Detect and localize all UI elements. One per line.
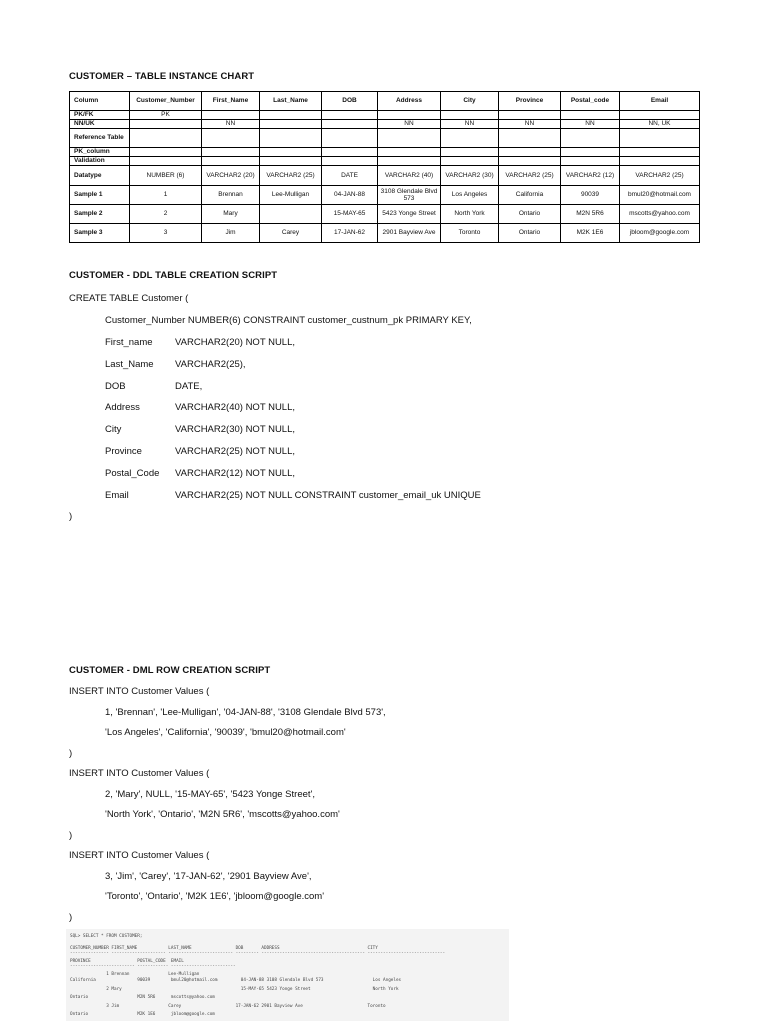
ddl-column-type: VARCHAR2(25) NOT NULL, xyxy=(175,446,296,457)
dml-values-line-1: 3, 'Jim', 'Carey', '17-JAN-62', '2901 Bayview Ave', xyxy=(105,870,312,882)
table-cell xyxy=(378,129,441,148)
table-cell xyxy=(561,111,620,120)
table-cell: mscotts@yahoo.com xyxy=(620,205,700,224)
ddl-column-type: VARCHAR2(25) NOT NULL CONSTRAINT customer_email_uk UNIQUE xyxy=(175,489,481,501)
table-cell xyxy=(322,148,378,157)
table-cell: Ontario xyxy=(499,224,561,243)
table-cell: VARCHAR2 (25) xyxy=(499,166,561,186)
table-cell: Jim xyxy=(202,224,260,243)
table-header-cell: Customer_Number xyxy=(130,92,202,111)
table-row xyxy=(70,224,700,243)
table-cell xyxy=(322,129,378,148)
ddl-column-name: Postal_Code xyxy=(105,467,160,479)
dml-insert-close: ) xyxy=(69,911,73,923)
table-row xyxy=(70,186,700,205)
ddl-column-name: Province xyxy=(105,446,142,457)
table-cell: Toronto xyxy=(441,224,499,243)
table-cell xyxy=(620,111,700,120)
table-cell xyxy=(260,157,322,166)
ddl-pk-line: Customer_Number NUMBER(6) CONSTRAINT customer_custnum_pk PRIMARY KEY, xyxy=(105,315,472,326)
table-cell xyxy=(441,148,499,157)
ddl-column-type: VARCHAR2(12) NOT NULL, xyxy=(175,467,296,479)
table-header-cell: Last_Name xyxy=(260,92,322,111)
ddl-column-name: First_name xyxy=(105,337,153,348)
table-header-cell: First_Name xyxy=(202,92,260,111)
table-cell xyxy=(202,111,260,120)
table-cell xyxy=(441,111,499,120)
table-cell xyxy=(561,157,620,166)
ddl-title: CUSTOMER - DDL TABLE CREATION SCRIPT xyxy=(69,270,278,281)
table-cell: DATE xyxy=(322,166,378,186)
table-row xyxy=(70,157,700,166)
table-cell xyxy=(130,120,202,129)
table-cell: North York xyxy=(441,205,499,224)
table-cell xyxy=(322,157,378,166)
table-cell: VARCHAR2 (20) xyxy=(202,166,260,186)
table-cell: NN, UK xyxy=(620,120,700,129)
table-cell xyxy=(378,148,441,157)
table-cell xyxy=(130,157,202,166)
dml-values-line-1: 2, 'Mary', NULL, '15-MAY-65', '5423 Yonge Street', xyxy=(105,788,315,800)
table-cell xyxy=(620,157,700,166)
table-cell xyxy=(499,148,561,157)
table-cell xyxy=(260,148,322,157)
table-cell: bmul20@hotmail.com xyxy=(620,186,700,205)
table-cell xyxy=(620,129,700,148)
sql-output-line: ------------------------- ------------ ------------------------- xyxy=(70,964,236,969)
table-cell: 5423 Yonge Street xyxy=(378,205,441,224)
dml-values-line-2: 'Los Angeles', 'California', '90039', 'bmul20@hotmail.com' xyxy=(105,727,346,738)
table-cell xyxy=(322,120,378,129)
ddl-column-type: VARCHAR2(25), xyxy=(175,358,246,370)
table-row-label: Sample 2 xyxy=(70,205,130,224)
table-cell: NN xyxy=(202,120,260,129)
table-cell xyxy=(202,157,260,166)
table-header-cell: Email xyxy=(620,92,700,111)
table-row-label: NN/UK xyxy=(70,120,130,129)
ddl-create-line: CREATE TABLE Customer ( xyxy=(69,293,189,304)
table-cell xyxy=(260,111,322,120)
table-row-label: PK_column xyxy=(70,148,130,157)
ddl-column-name: DOB xyxy=(105,380,126,392)
ddl-column-type: DATE, xyxy=(175,380,203,392)
table-cell xyxy=(441,157,499,166)
table-cell: Brennan xyxy=(202,186,260,205)
table-cell xyxy=(130,129,202,148)
sql-output-panel xyxy=(66,929,509,1021)
table-row xyxy=(70,120,700,129)
table-cell: jbloom@google.com xyxy=(620,224,700,243)
table-cell xyxy=(322,111,378,120)
table-cell: NN xyxy=(561,120,620,129)
table-cell: VARCHAR2 (40) xyxy=(378,166,441,186)
dml-values-line-2: 'North York', 'Ontario', 'M2N 5R6', 'mscotts@yahoo.com' xyxy=(105,809,340,820)
table-row-label: PK/FK xyxy=(70,111,130,120)
table-cell: Carey xyxy=(260,224,322,243)
table-cell: 04-JAN-88 xyxy=(322,186,378,205)
sql-output-line: CUSTOMER_NUMBER FIRST_NAME LAST_NAME DOB ADDRESS CITY xyxy=(70,946,378,951)
dml-insert-close: ) xyxy=(69,747,73,759)
table-cell xyxy=(561,129,620,148)
table-cell: PK xyxy=(130,111,202,120)
table-header-cell: Province xyxy=(499,92,561,111)
table-cell: VARCHAR2 (25) xyxy=(620,166,700,186)
sql-output-line: PROVINCE POSTAL_CODE EMAIL xyxy=(70,959,184,964)
table-header-row xyxy=(70,92,700,111)
table-cell: NUMBER (6) xyxy=(130,166,202,186)
table-cell: Ontario xyxy=(499,205,561,224)
table-cell: M2K 1E6 xyxy=(561,224,620,243)
ddl-column-name: Email xyxy=(105,489,129,501)
table-header-cell: City xyxy=(441,92,499,111)
sql-output-line: 3 Jim Carey 17-JAN-62 2901 Bayview Ave Toronto xyxy=(70,1004,386,1009)
table-cell: NN xyxy=(499,120,561,129)
table-row xyxy=(70,205,700,224)
table-cell: NN xyxy=(378,120,441,129)
sql-output-line: Ontario M2K 1E6 jbloom@google.com xyxy=(70,1012,215,1017)
ddl-column-name: Last_Name xyxy=(105,358,154,370)
table-cell: 90039 xyxy=(561,186,620,205)
table-cell xyxy=(378,157,441,166)
table-row xyxy=(70,148,700,157)
table-cell: 2901 Bayview Ave xyxy=(378,224,441,243)
table-cell: Mary xyxy=(202,205,260,224)
table-cell xyxy=(441,129,499,148)
table-row-label: Validation xyxy=(70,157,130,166)
dml-insert-open: INSERT INTO Customer Values ( xyxy=(69,850,210,861)
table-cell: 3108 Glendale Blvd 573 xyxy=(378,186,441,205)
table-row-label: Datatype xyxy=(70,166,130,186)
table-cell: 17-JAN-62 xyxy=(322,224,378,243)
table-header-cell: DOB xyxy=(322,92,378,111)
table-header-cell: Address xyxy=(378,92,441,111)
table-cell: Los Angeles xyxy=(441,186,499,205)
sql-output-line: SQL> SELECT * FROM CUSTOMER; xyxy=(70,934,143,939)
table-cell: 15-MAY-65 xyxy=(322,205,378,224)
sql-output-line: --------------- --------------------- ------------------------- --------- ---------------------------------------- ------------------------------ xyxy=(70,951,446,956)
table-cell xyxy=(130,148,202,157)
table-cell: NN xyxy=(441,120,499,129)
table-cell: 2 xyxy=(130,205,202,224)
table-cell: VARCHAR2 (12) xyxy=(561,166,620,186)
table-chart-title: CUSTOMER – TABLE INSTANCE CHART xyxy=(69,71,255,82)
dml-values-line-1: 1, 'Brennan', 'Lee-Mulligan', '04-JAN-88', '3108 Glendale Blvd 573', xyxy=(105,706,386,718)
table-cell xyxy=(378,111,441,120)
table-row-label: Reference Table xyxy=(70,129,130,148)
table-row-label: Sample 1 xyxy=(70,186,130,205)
table-row-label: Sample 3 xyxy=(70,224,130,243)
table-cell xyxy=(499,129,561,148)
table-cell: Lee-Mulligan xyxy=(260,186,322,205)
table-row xyxy=(70,166,700,186)
dml-insert-close: ) xyxy=(69,829,73,841)
table-header-cell: Column xyxy=(70,92,130,111)
table-cell xyxy=(499,111,561,120)
ddl-column-name: Address xyxy=(105,402,140,414)
dml-title: CUSTOMER - DML ROW CREATION SCRIPT xyxy=(69,665,271,676)
ddl-column-type: VARCHAR2(30) NOT NULL, xyxy=(175,424,296,436)
table-row xyxy=(70,129,700,148)
table-cell xyxy=(202,129,260,148)
table-cell: California xyxy=(499,186,561,205)
table-cell xyxy=(260,120,322,129)
table-cell: M2N 5R6 xyxy=(561,205,620,224)
table-cell xyxy=(499,157,561,166)
ddl-column-type: VARCHAR2(40) NOT NULL, xyxy=(175,402,296,414)
table-cell: 3 xyxy=(130,224,202,243)
table-cell xyxy=(260,129,322,148)
table-row xyxy=(70,111,700,120)
table-cell xyxy=(260,205,322,224)
ddl-column-name: City xyxy=(105,424,122,436)
table-cell: 1 xyxy=(130,186,202,205)
dml-insert-open: INSERT INTO Customer Values ( xyxy=(69,768,210,779)
table-cell: VARCHAR2 (25) xyxy=(260,166,322,186)
table-cell xyxy=(202,148,260,157)
dml-insert-open: INSERT INTO Customer Values ( xyxy=(69,686,210,697)
table-instance-chart xyxy=(69,91,700,243)
sql-output-line: 1 Brennan Lee-Mulligan xyxy=(70,972,200,977)
ddl-column-type: VARCHAR2(20) NOT NULL, xyxy=(175,337,296,348)
sql-output-line: 2 Mary 15-MAY-65 5423 Yonge Street North York xyxy=(70,987,399,992)
table-cell xyxy=(620,148,700,157)
table-header-cell: Postal_code xyxy=(561,92,620,111)
ddl-close-paren: ) xyxy=(69,511,73,522)
table-cell xyxy=(561,148,620,157)
table-cell: VARCHAR2 (30) xyxy=(441,166,499,186)
dml-values-line-2: 'Toronto', 'Ontario', 'M2K 1E6', 'jbloom@google.com' xyxy=(105,891,325,902)
sql-output-line: California 90039 bmul20@hotmail.com 04-JAN-88 3108 Glendale Blvd 573 Los Angeles xyxy=(70,978,402,983)
sql-output-line: Ontario M2N 5R6 mscotts@yahoo.com xyxy=(70,995,215,1000)
